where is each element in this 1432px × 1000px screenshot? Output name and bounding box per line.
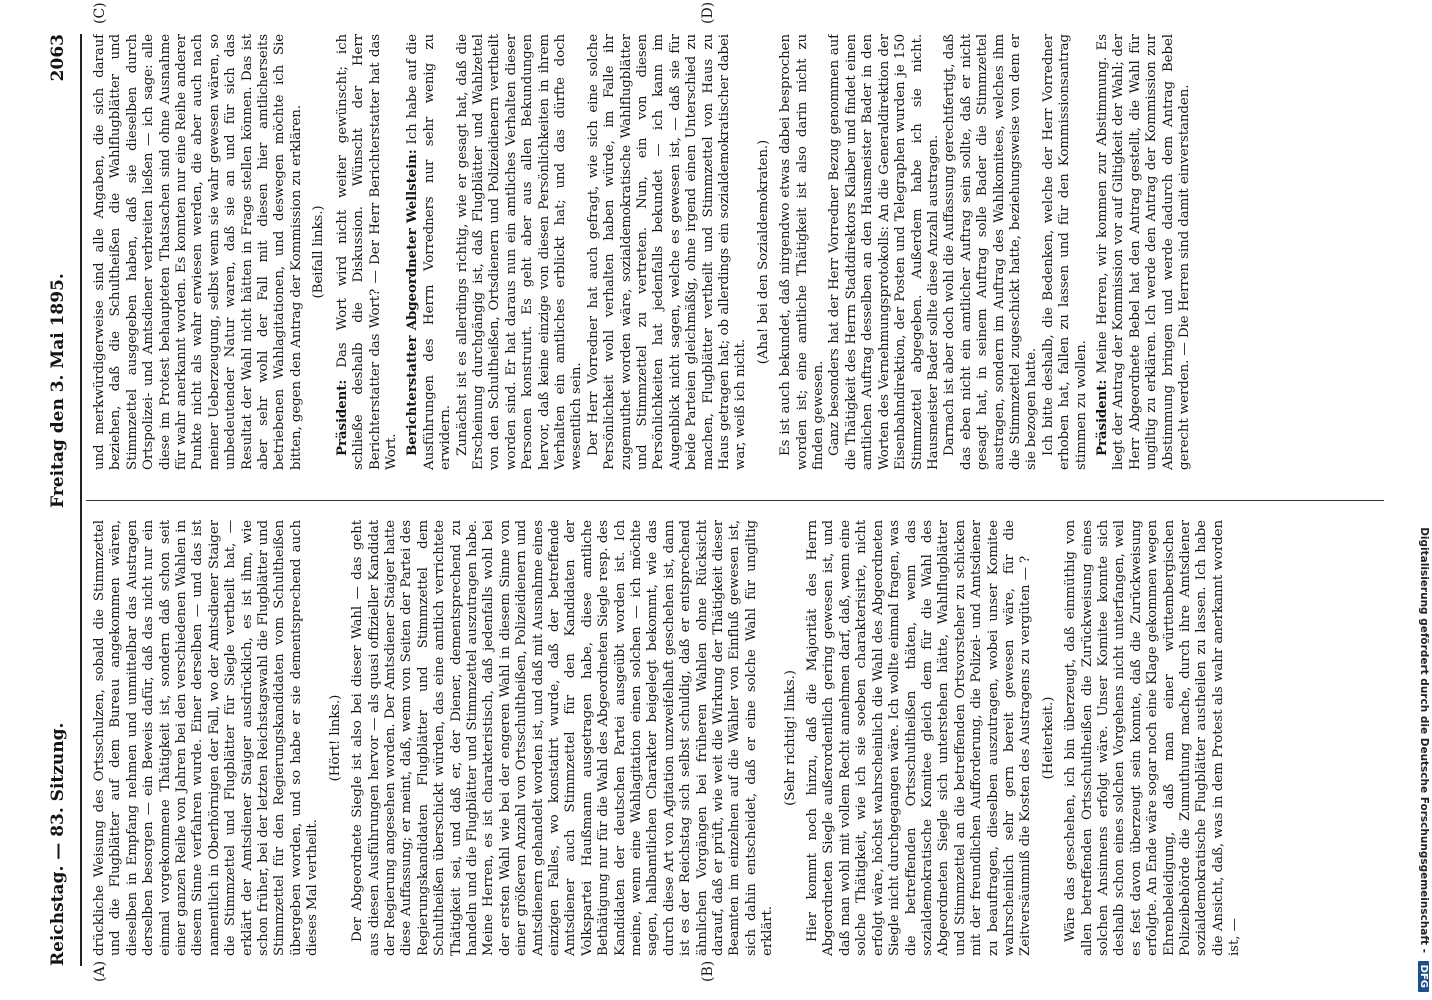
credit-text: Digitalisierung gefördert durch die Deutsche Forschungsgemeinschaft - — [1418, 527, 1430, 953]
speech — [404, 34, 454, 470]
speaker-name: Berichterstatter Abgeordneter Wellstein: — [404, 149, 421, 456]
header-date-page — [48, 34, 68, 508]
interjection: (Hört! links.) — [327, 694, 343, 782]
speech — [1094, 34, 1193, 470]
header-session: Reichstag. — 83. Sitzung. — [48, 722, 68, 966]
interjection: (Heiterkeit.) — [1040, 696, 1056, 780]
speech-text: Das Wort wird nicht weiter gewünscht; ich schließe deshalb die Diskussion. Wünscht der Herr Berichterstatter das Wort? — Der Herr Berichterstatter hat das Wort. — [334, 34, 399, 470]
interjection: (Sehr richtig! links.) — [782, 670, 798, 806]
speech — [334, 34, 401, 470]
right-column — [92, 34, 1382, 470]
paragraph: Der Abgeordnete Siegle ist also bei dieser Wahl — das geht aus diesen Ausführungen hervor — als quasi offizieller Kandidat der Regierung angesehen worden. Der Amtsdiener Staiger hatte diese Auffassung; er meint, daß, wenn von Seiten der Partei des Regierungskandidaten Flugblätter und Stimmzettel dem Schultheißen überschickt würden, das eine amtlich verrichtete Thätigkeit sei, und daß er, der Diener, dementsprechend zu handeln und die Flugblätter und Stimmzettel auszutragen habe. Meine Herren, es ist charakteristisch, daß jedenfalls wohl bei der ersten Wahl wie bei der engeren Wahl in diesem Sinne von einer größeren Anzahl von Ortsschultheißen, Polizeidienern und Amtsdienern gehandelt worden ist, und daß mit Ausnahme eines einzigen Falles, wo konstatirt wurde, daß der betreffende Amtsdiener auch Stimmzettel für den Kandidaten der Volkspartei Haußmann ausgetragen habe, diese amtliche Bethätigung nur für die Wahl des Abgeordneten Siegle resp. des Kandidaten der deutschen Partei ausgeübt worden ist. Ich meine, wenn eine Wahlagitation einen solchen — ich möchte sagen, halbamtlichen Charakter beigelegt bekommt, wie das durch diese Art von Agitation unzweifelhaft geschehen ist, dann ist es der Reichstag sich selbst schuldig, daß er entsprechend ähnlichen Vorgängen bei früheren Wahlen ohne Rücksicht darauf, daß er prüft, wie weit die Wirkung der Thätigkeit dieser Beamten im einzelnen auf die Wähler von Einfluß gewesen ist, sich dahin entscheidet, daß er eine solche Wahl für ungiltig erklärt. — [350, 520, 776, 956]
paragraph: Es ist auch bekundet, daß nirgendwo etwas dabei besprochen worden ist; eine amtliche Thätigkeit ist also darin nicht zu finden gewesen. — [778, 34, 827, 470]
interjection: (Beifall links.) — [311, 205, 327, 299]
paragraph: Der Herr Vorredner hat auch gefragt, wie sich eine solche Persönlichkeit wohl verhalten haben würde, im Falle ihr zugemuthet worden wäre, sozialdemokratische Wahlflugblätter und Stimmzettel zu vertreten. Nun, ein von diesen Persönlichkeiten hat jedenfalls bekundet — ich kann im Augenblick nicht sagen, welche es gewesen ist, — daß sie für beide Parteien gleichmäßig, ohne irgend einen Unterschied zu machen, Flugblätter vertheilt und Stimmzettel von Haus zu Haus getragen hat; ob allerdings ein sozialdemokratischer dabei war, weiß ich nicht. — [585, 34, 749, 470]
paragraph: Darnach ist aber doch wohl die Auffassung gerechtfertigt, daß das eben nicht ein amtlicher Auftrag sein sollte, daß er nicht gesagt hat, in seinem Auftrag solle Bader die Stimmzettel austragen, sondern im Auftrag des Wahlkomitees, welches ihm die Stimmzettel zugeschickt hatte, beziehungsweise von dem er sie bezogen hatte. — [942, 34, 1040, 470]
speech-text: Meine Herren, wir kommen zur Abstimmung. Es liegt der Antrag der Kommission vor auf Giltigkeit der Wahl; der Herr Abgeordnete Bebel hat den Antrag gestellt, die Wahl für ungiltig zu erklären. Ich werde den Antrag der Kommission zur Abstimmung bringen und werde dadurch dem Antrag Bebel gerecht werden. — Die Herren sind damit einverstanden. — [1094, 34, 1192, 470]
credit-line — [1416, 2, 1430, 992]
header-rule — [80, 34, 82, 966]
header-date: Freitag den 3. Mai 1895. — [48, 273, 68, 508]
margin-letter-d: (D) — [700, 1, 716, 24]
speech-text: Ich habe auf die Ausführungen des Herrn Vorredners nur sehr wenig zu erwidern. — [405, 34, 454, 470]
speaker-name: Präsident: — [333, 379, 350, 456]
left-column — [92, 520, 1382, 956]
paragraph: und merkwürdigerweise sind alle Angaben, die sich darauf beziehen, daß die Schultheißen die Wahlflugblätter und Stimmzettel ausgegeben haben, daß sie dieselben durch Ortspolizei- und Amtsdiener verbreiten ließen — ich sage: alle diese im Protest behaupteten Thatsachen sind ohne Ausnahme für wahr anerkannt worden. Es konnten nur eine Reihe anderer Punkte nicht als wahr erwiesen werden, die aber auch nach meiner Ueberzeugung, selbst wenn sie wahr gewesen wären, so unbedeutender Natur waren, daß sie an und für sich das Resultat der Wahl nicht hätten in Frage stellen können. Das ist aber sehr wohl der Fall mit diesen hier amtlicherseits betriebenen Wahlagitationen, und deswegen möchte ich Sie bitten, gegen den Antrag der Kommission zu erklären. — [92, 34, 304, 470]
paragraph: drückliche Weisung des Ortsschulzen, sobald die Stimmzettel und die Flugblätter auf dem Bureau angekommen wären, dieselben in Empfang nehmen und unmittelbar das Austragen derselben besorgen — ein Beweis dafür, daß das nicht nur ein einmal vorgekommene Thätigkeit ist, sondern daß schon seit einer ganzen Reihe von Jahren bei den verschiedenen Wahlen in diesem Sinne verfahren wurde. Einer derselben — und das ist namentlich in Oberhörnigen der Fall, wo der Amtsdiener Staiger die Stimmzettel und Flugblätter für Siegle vertheilt hat, — erklärt der Amtsdiener Staiger ausdrücklich, es ist ihm, wie schon früher, bei der letzten Reichstagswahl die Flugblätter und Stimmzettel für den Regierungskandidaten vom Schultheißen übergeben worden, und so habe er sie dementsprechend auch dieses Mal vertheilt. — [92, 520, 321, 956]
paragraph: Hier kommt noch hinzu, daß die Majorität des Herrn Abgeordneten Siegle außerordentlich gering gewesen ist, und daß man wohl mit vollem Recht annehmen darf, daß, wenn eine solche Thätigkeit, wie ich sie soeben charakterisirte, nicht erfolgt wäre, höchst wahrscheinlich die Wahl des Abgeordneten Siegle nicht durchgegangen wäre. Ich wollte einmal fragen, was die betreffenden Ortsschultheißen thäten, wenn das sozialdemokratische Komitee gleich dem für die Wahl des Abgeordneten Siegle sich unterstehen hätte, Wahlflugblätter und Stimmzettel an die betreffenden Ortsvorsteher zu schicken mit der freundlichen Aufforderung, die Polizei- und Amtsdiener zu beauftragen, dieselben auszutragen, wobei unser Komitee wahrscheinlich sehr gern bereit gewesen wäre, für die Zeitversäumniß die Kosten des Austragens zu vergüten — ? — [805, 520, 1034, 956]
page-number: 2063 — [48, 34, 68, 82]
running-head — [48, 34, 74, 966]
column-divider — [86, 500, 1384, 501]
paragraph: Ganz besonders hat der Herr Vorredner Bezug genommen auf die Thätigkeit des Herrn Stadtdirektors Klaiber und findet einen amtlichen Auftrag desselben an den Hausmeister Bader in den Worten des Vernehmungsprotokolls: An die Generaldirektion der Eisenbahndirektion, der Posten und Telegraphen wurden je 150 Stimmzettel abgegeben. Außerdem habe ich sie nicht. Hausmeister Bader sollte diese Anzahl austragen. — [827, 34, 941, 470]
margin-letter-a: (A) — [92, 960, 108, 982]
digitization-credit — [1414, 0, 1428, 1000]
paragraph: Wäre das geschehen, ich bin überzeugt, daß einmüthig von allen betreffenden Ortsschultheißen die Zurückweisung eines solchen Ansinnens erfolgt wäre. Unser Komitee konnte sich deshalb schon eines solchen Vorgehens nicht unterfangen, weil es fest davon überzeugt sein konnte, daß die Zurückweisung erfolgte. An Ende wäre sogar noch eine Klage gekommen wegen Ehrenbeleidigung, daß man einer württembergischen Polizeibehörde die Zumuthung mache, durch ihre Amtsdiener sozialdemokratische Flugblätter austheilen zu lassen. Ich habe die Ansicht, daß, was in dem Protest als wahr anerkannt worden ist, — — [1063, 520, 1243, 956]
dfg-logo: DFG — [1418, 961, 1429, 992]
speaker-name: Präsident: — [1093, 379, 1110, 456]
interjection: (Aha! bei den Sozialdemokraten.) — [755, 139, 771, 365]
margin-letter-b: (B) — [700, 960, 716, 982]
paragraph: Ich bitte deshalb, die Bedenken, welche der Herr Vorredner erhoben hat, fallen zu lassen und für den Kommissionsantrag stimmen zu wollen. — [1040, 34, 1089, 470]
paragraph: Zunächst ist es allerdings richtig, wie er gesagt hat, daß die Erscheinung durchgängig ist, daß Flugblätter und Wahlzettel von den Schultheißen, Ortsdienern und Polizeidienern vertheilt worden sind. Er hat daraus nun ein amtliches Verhalten dieser Personen konstruirt. Es geht aber aus allen Bekundungen hervor, daß keine einzige von diesen Persönlichkeiten in ihrem Verhalten ein amtliches erblickt hat; und das dürfte doch wesentlich sein. — [454, 34, 585, 470]
margin-letter-c: (C) — [92, 2, 108, 24]
